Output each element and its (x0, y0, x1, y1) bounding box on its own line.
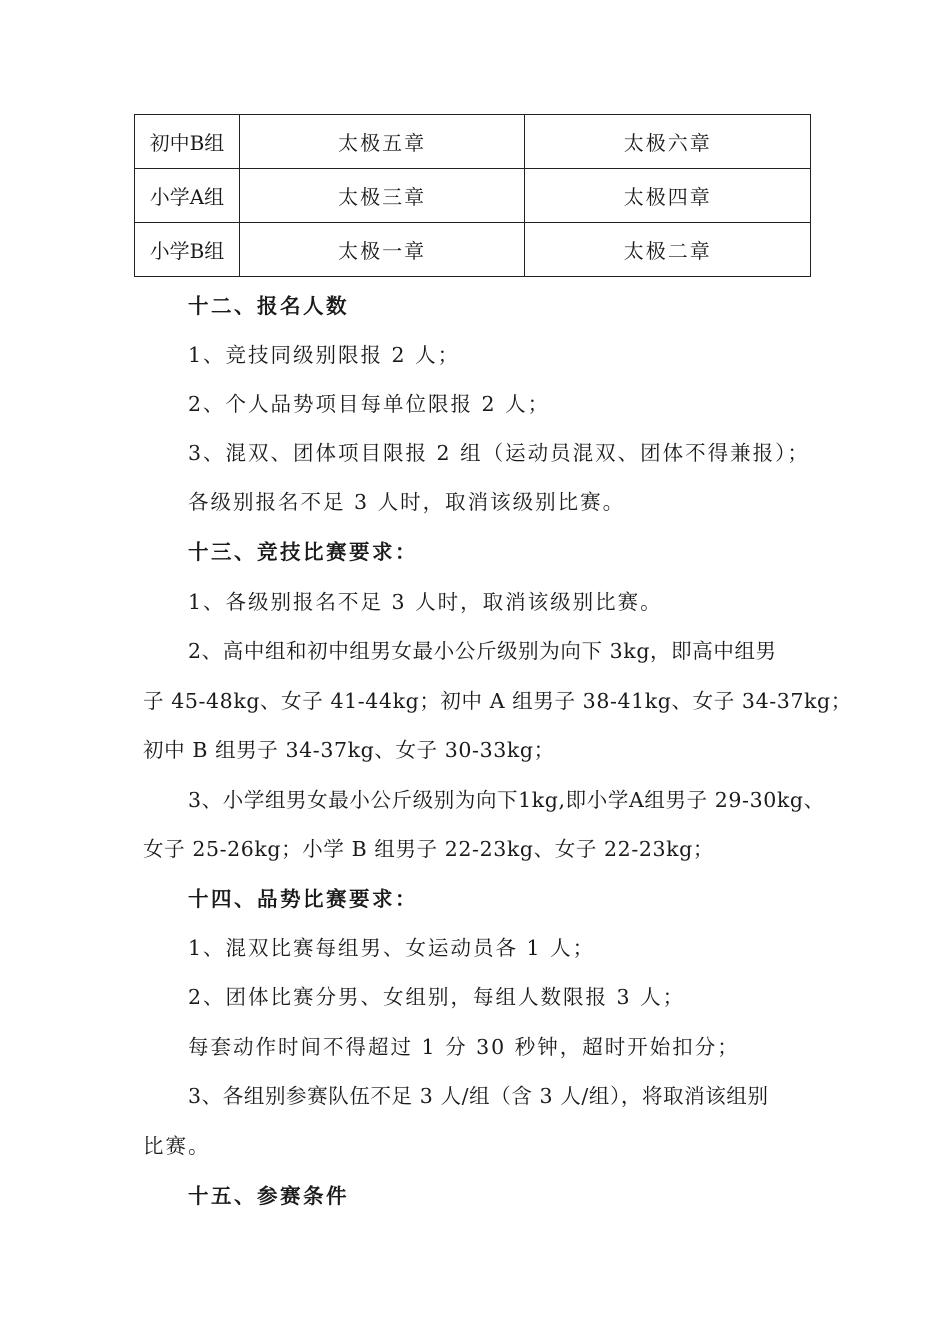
section-heading-poomsae-requirements: 十四、品势比赛要求： (188, 887, 418, 911)
table-cell-group: 初中B组 (135, 115, 240, 169)
paragraph-line: 女子 25-26kg；小学 B 组男子 22-23kg、女子 22-23kg； (143, 837, 714, 861)
table-cell-form-b: 太极二章 (525, 223, 811, 277)
table-row (135, 169, 811, 223)
table-cell-form-b: 太极六章 (525, 115, 811, 169)
poomsae-events-table (134, 114, 811, 277)
paragraph-line: 初中 B 组男子 34-37kg、女子 30-33kg； (143, 738, 555, 762)
table-cell-form-a: 太极五章 (239, 115, 525, 169)
table-cell-group: 小学A组 (135, 169, 240, 223)
paragraph-line: 每套动作时间不得超过 1 分 30 秒钟，超时开始扣分； (188, 1035, 740, 1059)
table-cell-form-a: 太极一章 (239, 223, 525, 277)
paragraph-line: 子 45-48kg、女子 41-44kg；初中 A 组男子 38-41kg、女子 34-37kg； (143, 689, 852, 713)
paragraph-line: 3、小学组男女最小公斤级别为向下1kg,即小学A组男子 29-30kg、 (188, 788, 825, 812)
paragraph-line: 比赛。 (143, 1134, 211, 1158)
section-heading-eligibility: 十五、参赛条件 (188, 1184, 349, 1208)
paragraph-line: 各级别报名不足 3 人时，取消该级别比赛。 (188, 490, 626, 514)
table-cell-form-a: 太极三章 (239, 169, 525, 223)
paragraph-line: 2、团体比赛分男、女组别，每组人数限报 3 人； (188, 985, 686, 1009)
paragraph-line: 2、个人品势项目每单位限报 2 人； (188, 392, 551, 416)
section-heading-sparring-requirements: 十三、竞技比赛要求： (188, 540, 418, 564)
paragraph-line: 1、竞技同级别限报 2 人； (188, 343, 461, 367)
paragraph-line: 1、各级别报名不足 3 人时，取消该级别比赛。 (188, 590, 663, 614)
paragraph-line: 1、混双比赛每组男、女运动员各 1 人； (188, 936, 596, 960)
paragraph-line: 2、高中组和初中组男女最小公斤级别为向下 3kg，即高中组男 (188, 639, 777, 663)
table-cell-group: 小学B组 (135, 223, 240, 277)
paragraph-line: 3、各组别参赛队伍不足 3 人/组（含 3 人/组），将取消该组别 (188, 1084, 769, 1108)
paragraph-line: 3、混双、团体项目限报 2 组（运动员混双、团体不得兼报）； (188, 441, 810, 465)
table-cell-form-b: 太极四章 (525, 169, 811, 223)
table-row (135, 115, 811, 169)
section-heading-registration-quota: 十二、报名人数 (188, 294, 349, 318)
table-row (135, 223, 811, 277)
